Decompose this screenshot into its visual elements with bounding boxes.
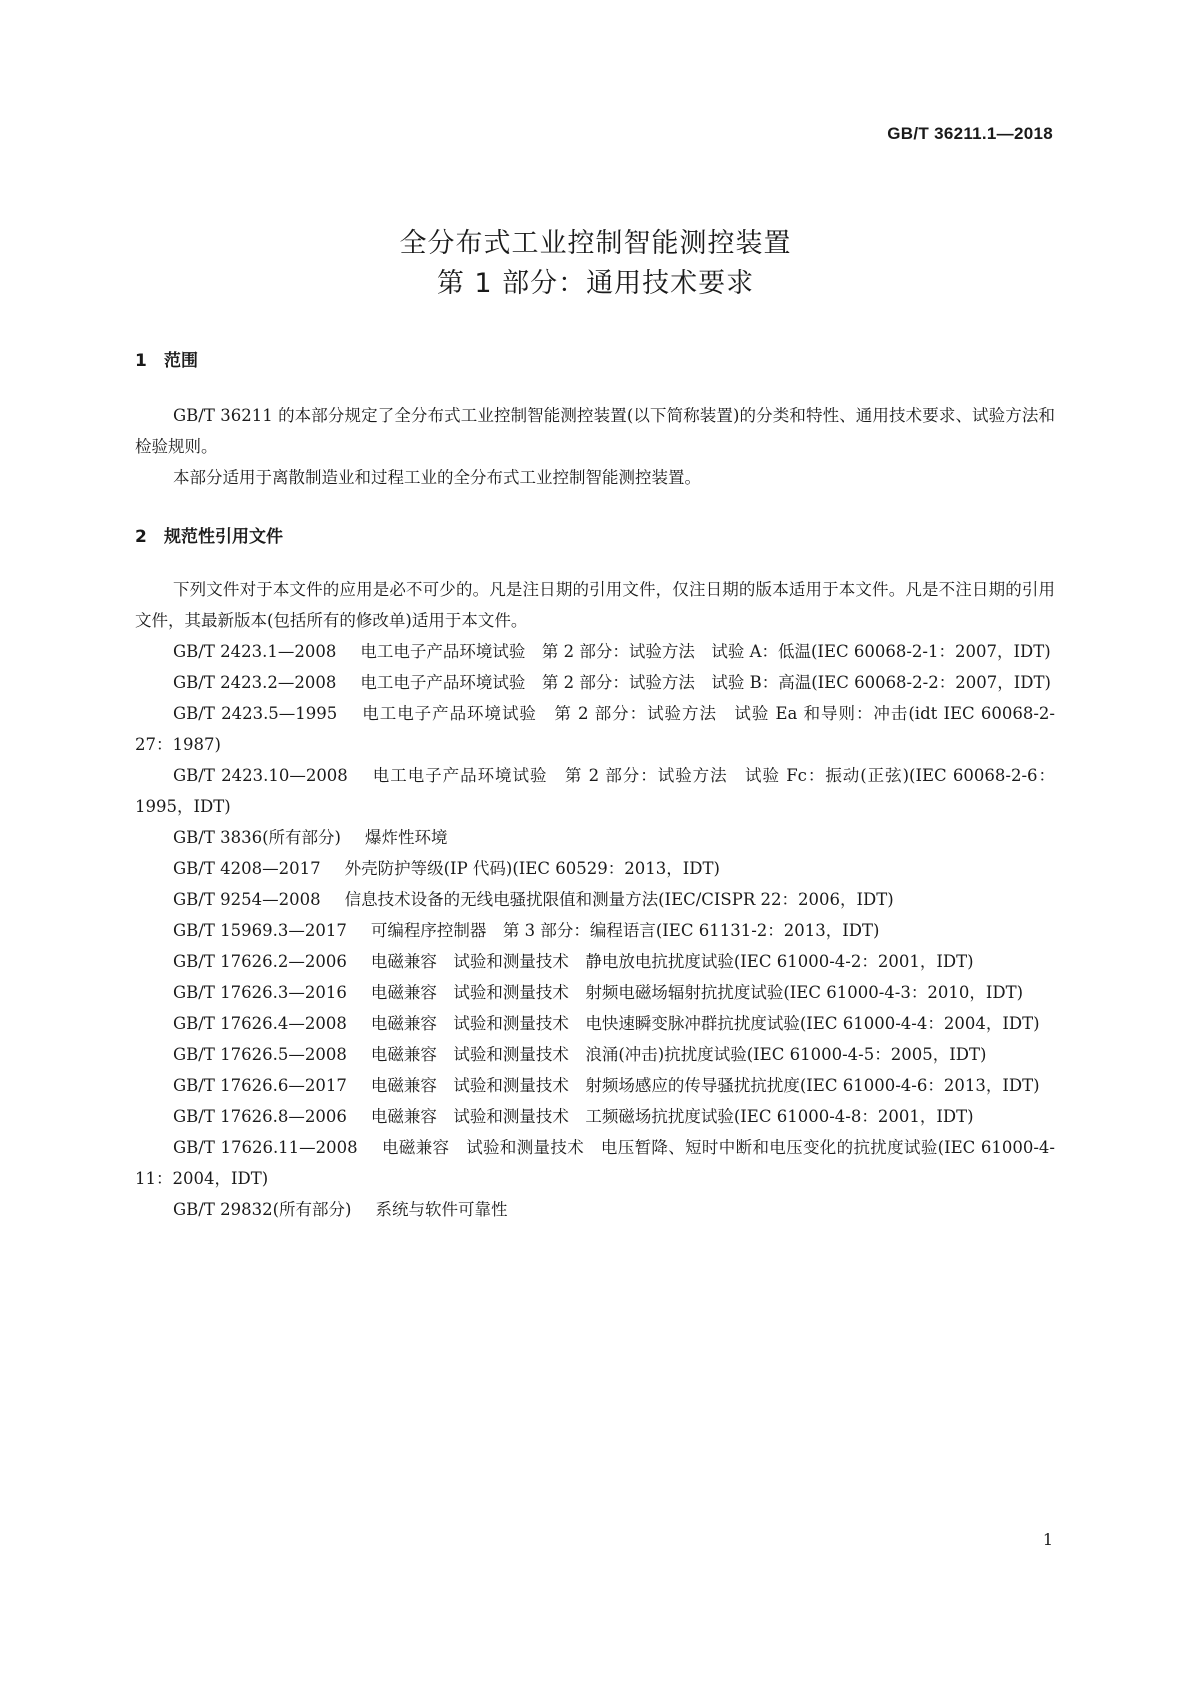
section-1-body bbox=[135, 400, 1055, 493]
reference-code: GB/T 17626.8—2006 bbox=[173, 1107, 347, 1126]
section-1-paragraph-2: 本部分适用于离散制造业和过程工业的全分布式工业控制智能测控装置。 bbox=[173, 468, 701, 487]
reference-code: GB/T 2423.10—2008 bbox=[173, 766, 348, 785]
reference-code: GB/T 17626.11—2008 bbox=[173, 1138, 358, 1157]
reference-item bbox=[135, 1070, 1055, 1101]
reference-item bbox=[135, 977, 1055, 1008]
reference-item bbox=[135, 1039, 1055, 1070]
section-2-title: 规范性引用文件 bbox=[164, 527, 283, 547]
reference-title: 外壳防护等级(IP 代码)(IEC 60529：2013，IDT) bbox=[344, 859, 720, 878]
reference-item bbox=[135, 1194, 1055, 1225]
reference-code: GB/T 4208—2017 bbox=[173, 859, 321, 878]
section-2-heading bbox=[135, 522, 283, 547]
reference-item bbox=[135, 915, 1055, 946]
reference-title: 电工电子产品环境试验 第 2 部分：试验方法 试验 Ea 和导则：冲击(idt IEC 60068-2-27：1987) bbox=[135, 704, 1055, 754]
reference-code: GB/T 9254—2008 bbox=[173, 890, 321, 909]
section-2-number: 2 bbox=[135, 527, 147, 547]
reference-title: 电工电子产品环境试验 第 2 部分：试验方法 试验 A：低温(IEC 60068-2-1：2007，IDT) bbox=[360, 642, 1051, 661]
reference-title: 电磁兼容 试验和测量技术 浪涌(冲击)抗扰度试验(IEC 61000-4-5：2005，IDT) bbox=[370, 1045, 987, 1064]
reference-code: GB/T 17626.5—2008 bbox=[173, 1045, 347, 1064]
reference-title: 电磁兼容 试验和测量技术 射频场感应的传导骚扰抗扰度(IEC 61000-4-6：2013，IDT) bbox=[370, 1076, 1040, 1095]
reference-title: 电磁兼容 试验和测量技术 静电放电抗扰度试验(IEC 61000-4-2：2001，IDT) bbox=[370, 952, 974, 971]
reference-code: GB/T 2423.5—1995 bbox=[173, 704, 338, 723]
reference-item bbox=[135, 636, 1055, 667]
section-1-number: 1 bbox=[135, 351, 147, 371]
reference-title: 电磁兼容 试验和测量技术 工频磁场抗扰度试验(IEC 61000-4-8：2001，IDT) bbox=[370, 1107, 974, 1126]
reference-item bbox=[135, 853, 1055, 884]
reference-code: GB/T 2423.2—2008 bbox=[173, 673, 337, 692]
reference-title: 系统与软件可靠性 bbox=[375, 1200, 508, 1219]
reference-item bbox=[135, 698, 1055, 760]
reference-title: 电磁兼容 试验和测量技术 射频电磁场辐射抗扰度试验(IEC 61000-4-3：2010，IDT) bbox=[370, 983, 1024, 1002]
reference-title: 电磁兼容 试验和测量技术 电快速瞬变脉冲群抗扰度试验(IEC 61000-4-4：2004，IDT) bbox=[370, 1014, 1040, 1033]
reference-title: 爆炸性环境 bbox=[364, 828, 448, 847]
reference-code: GB/T 17626.3—2016 bbox=[173, 983, 347, 1002]
reference-item bbox=[135, 884, 1055, 915]
page-number: 1 bbox=[1042, 1530, 1053, 1549]
standard-number: GB/T 36211.1—2018 bbox=[887, 124, 1053, 143]
section-1-paragraph-1: GB/T 36211 的本部分规定了全分布式工业控制智能测控装置(以下简称装置)的分类和特性、通用技术要求、试验方法和检验规则。 bbox=[135, 406, 1055, 456]
reference-code: GB/T 17626.2—2006 bbox=[173, 952, 347, 971]
reference-item bbox=[135, 667, 1055, 698]
reference-item bbox=[135, 1008, 1055, 1039]
reference-title: 信息技术设备的无线电骚扰限值和测量方法(IEC/CISPR 22：2006，IDT) bbox=[344, 890, 894, 909]
section-2-intro: 下列文件对于本文件的应用是必不可少的。凡是注日期的引用文件，仅注日期的版本适用于本文件。凡是不注日期的引用文件，其最新版本(包括所有的修改单)适用于本文件。 bbox=[135, 580, 1055, 630]
reference-code: GB/T 17626.4—2008 bbox=[173, 1014, 347, 1033]
reference-item bbox=[135, 822, 1055, 853]
reference-item bbox=[135, 1132, 1055, 1194]
reference-title: 电工电子产品环境试验 第 2 部分：试验方法 试验 Fc：振动(正弦)(IEC 60068-2-6：1995，IDT) bbox=[135, 766, 1055, 816]
reference-code: GB/T 15969.3—2017 bbox=[173, 921, 347, 940]
reference-item bbox=[135, 1101, 1055, 1132]
reference-code: GB/T 2423.1—2008 bbox=[173, 642, 337, 661]
title-line-1: 全分布式工业控制智能测控装置 bbox=[399, 228, 792, 259]
reference-item bbox=[135, 760, 1055, 822]
section-1-title: 范围 bbox=[164, 351, 198, 371]
document-title bbox=[0, 224, 1191, 304]
reference-title: 电磁兼容 试验和测量技术 电压暂降、短时中断和电压变化的抗扰度试验(IEC 61000-4-11：2004，IDT) bbox=[135, 1138, 1055, 1188]
reference-code: GB/T 29832(所有部分) bbox=[173, 1200, 352, 1219]
reference-item bbox=[135, 946, 1055, 977]
title-line-2: 第 1 部分：通用技术要求 bbox=[436, 268, 755, 299]
reference-title: 可编程序控制器 第 3 部分：编程语言(IEC 61131-2：2013，IDT) bbox=[370, 921, 880, 940]
reference-code: GB/T 17626.6—2017 bbox=[173, 1076, 347, 1095]
reference-code: GB/T 3836(所有部分) bbox=[173, 828, 341, 847]
reference-title: 电工电子产品环境试验 第 2 部分：试验方法 试验 B：高温(IEC 60068-2-2：2007，IDT) bbox=[360, 673, 1051, 692]
section-2-body bbox=[135, 574, 1055, 1225]
section-1-heading bbox=[135, 346, 198, 371]
reference-list bbox=[135, 636, 1055, 1225]
